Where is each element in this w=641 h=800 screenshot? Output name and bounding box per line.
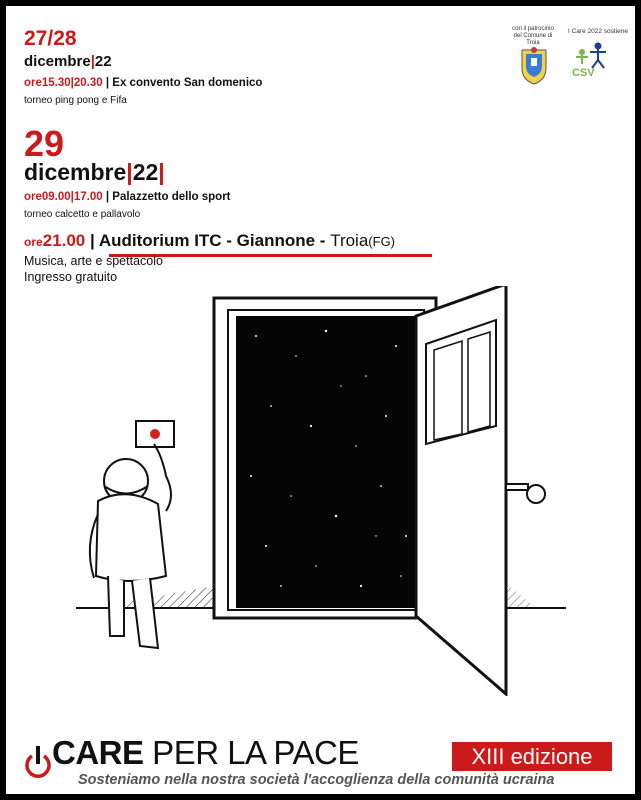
event3-place: Auditorium ITC - Giannone - <box>98 231 331 250</box>
event2-month: dicembre <box>24 159 127 185</box>
event2-description: torneo calcetto e pallavolo <box>24 209 141 220</box>
event3-province: (FG) <box>368 234 396 249</box>
event3-line2: Ingresso gratuito <box>24 270 118 284</box>
event2-year: 22 <box>132 159 159 185</box>
csv-logo-text: CSV <box>572 67 595 79</box>
event3-details <box>24 253 163 285</box>
event3-line <box>24 231 395 251</box>
event2-line <box>24 191 231 203</box>
footer-title-bold: CARE <box>52 734 144 771</box>
event1-time: ore15.30|20.30 <box>24 77 103 89</box>
footer-subtitle: Sosteniamo nella nostra società l'accoglienza della comunità ucraina <box>78 772 555 788</box>
edition-badge: XIII edizione <box>452 742 612 771</box>
comune-crest-icon <box>516 46 552 86</box>
event2-place: Palazzetto dello sport <box>112 191 231 203</box>
csv-logo-icon <box>568 40 622 80</box>
event1-place: Ex convento San domenico <box>112 77 263 89</box>
support-text: I Care 2022 sostiene <box>568 28 628 35</box>
event3-town: Troia <box>330 231 369 250</box>
patronage-text: con il patrocinio del Comune di Troia <box>512 26 554 46</box>
event3-time: 21.00 <box>42 231 86 250</box>
red-button-icon <box>150 429 160 439</box>
event1-separator: | <box>102 77 113 89</box>
door-knob-icon <box>527 485 545 503</box>
event2-separator: | <box>102 191 113 203</box>
event1-description: torneo ping pong e Fifa <box>24 95 127 106</box>
event1-line <box>24 77 262 89</box>
event3-time-prefix: ore <box>24 235 43 249</box>
event1-month: dicembre <box>24 53 91 70</box>
child-figure <box>90 444 171 648</box>
event2-day: 29 <box>24 123 65 164</box>
footer-title <box>52 736 359 770</box>
event1-dates: 27/28 <box>24 27 77 50</box>
event1-month-year <box>24 53 112 70</box>
power-icon <box>24 742 52 782</box>
event1-year-separator: | <box>90 53 95 70</box>
event1-year: 22 <box>94 53 112 70</box>
event2-time: ore09.00|17.00 <box>24 191 103 203</box>
event2-month-year: dicembre|22| <box>24 159 165 185</box>
event3-separator: | <box>85 231 99 250</box>
door-illustration <box>66 286 566 696</box>
event3-line1: Musica, arte e spettacolo <box>24 254 163 268</box>
starry-void <box>236 316 416 608</box>
footer-title-light: PER LA PACE <box>143 734 359 771</box>
